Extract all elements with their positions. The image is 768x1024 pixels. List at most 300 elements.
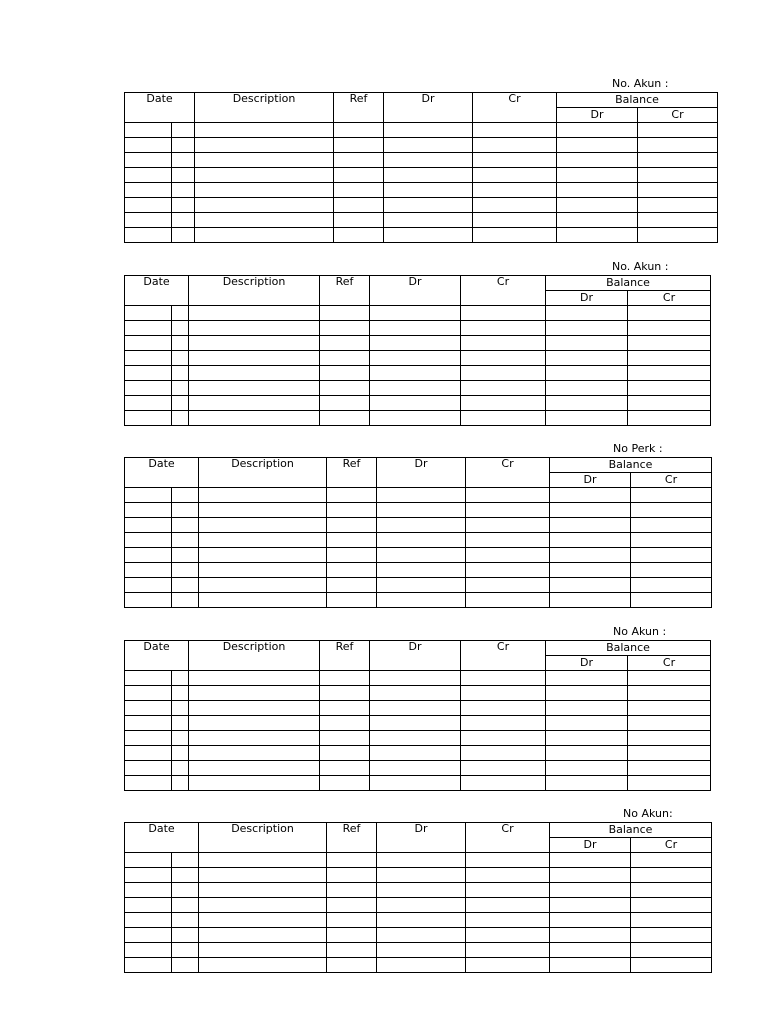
ref-cell[interactable] (320, 731, 370, 746)
dr-cell[interactable] (377, 593, 466, 608)
date-cell[interactable] (125, 321, 172, 336)
balance-cr-cell[interactable] (631, 853, 712, 868)
date-cell[interactable] (125, 776, 172, 791)
day-cell[interactable] (172, 153, 195, 168)
balance-cr-cell[interactable] (631, 503, 712, 518)
ref-cell[interactable] (320, 396, 370, 411)
balance-cr-cell[interactable] (638, 213, 718, 228)
dr-cell[interactable] (384, 183, 473, 198)
description-cell[interactable] (189, 396, 320, 411)
description-cell[interactable] (189, 746, 320, 761)
ref-cell[interactable] (334, 153, 384, 168)
dr-cell[interactable] (377, 578, 466, 593)
balance-dr-cell[interactable] (546, 396, 628, 411)
cr-cell[interactable] (461, 321, 546, 336)
date-cell[interactable] (125, 123, 172, 138)
date-cell[interactable] (125, 213, 172, 228)
ref-cell[interactable] (327, 913, 377, 928)
date-cell[interactable] (125, 366, 172, 381)
dr-cell[interactable] (370, 411, 461, 426)
date-cell[interactable] (125, 563, 172, 578)
day-cell[interactable] (172, 746, 189, 761)
cr-cell[interactable] (461, 731, 546, 746)
date-cell[interactable] (125, 701, 172, 716)
balance-cr-cell[interactable] (628, 411, 711, 426)
balance-cr-cell[interactable] (631, 578, 712, 593)
ref-cell[interactable] (334, 213, 384, 228)
balance-dr-cell[interactable] (557, 153, 638, 168)
description-cell[interactable] (195, 168, 334, 183)
date-cell[interactable] (125, 883, 172, 898)
date-cell[interactable] (125, 671, 172, 686)
day-cell[interactable] (172, 228, 195, 243)
day-cell[interactable] (172, 321, 189, 336)
ref-cell[interactable] (320, 686, 370, 701)
balance-cr-cell[interactable] (628, 381, 711, 396)
description-cell[interactable] (189, 701, 320, 716)
balance-dr-cell[interactable] (546, 671, 628, 686)
ref-cell[interactable] (327, 898, 377, 913)
day-cell[interactable] (172, 533, 199, 548)
ref-cell[interactable] (334, 198, 384, 213)
balance-cr-cell[interactable] (631, 928, 712, 943)
dr-cell[interactable] (370, 381, 461, 396)
ref-cell[interactable] (327, 958, 377, 973)
cr-cell[interactable] (461, 366, 546, 381)
balance-cr-cell[interactable] (631, 488, 712, 503)
cr-cell[interactable] (461, 716, 546, 731)
cr-cell[interactable] (466, 533, 550, 548)
date-cell[interactable] (125, 913, 172, 928)
date-cell[interactable] (125, 731, 172, 746)
ref-cell[interactable] (334, 123, 384, 138)
date-cell[interactable] (125, 868, 172, 883)
balance-cr-cell[interactable] (631, 868, 712, 883)
cr-cell[interactable] (466, 548, 550, 563)
ref-cell[interactable] (327, 548, 377, 563)
description-cell[interactable] (199, 958, 327, 973)
description-cell[interactable] (189, 366, 320, 381)
dr-cell[interactable] (377, 503, 466, 518)
date-cell[interactable] (125, 898, 172, 913)
balance-dr-cell[interactable] (550, 883, 631, 898)
balance-dr-cell[interactable] (550, 503, 631, 518)
cr-cell[interactable] (461, 776, 546, 791)
dr-cell[interactable] (384, 228, 473, 243)
balance-dr-cell[interactable] (550, 548, 631, 563)
date-cell[interactable] (125, 928, 172, 943)
description-cell[interactable] (199, 928, 327, 943)
date-cell[interactable] (125, 853, 172, 868)
ref-cell[interactable] (327, 593, 377, 608)
cr-cell[interactable] (466, 958, 550, 973)
dr-cell[interactable] (384, 138, 473, 153)
balance-dr-cell[interactable] (546, 351, 628, 366)
balance-cr-cell[interactable] (631, 518, 712, 533)
balance-dr-cell[interactable] (546, 761, 628, 776)
ref-cell[interactable] (327, 928, 377, 943)
dr-cell[interactable] (370, 366, 461, 381)
date-cell[interactable] (125, 958, 172, 973)
balance-cr-cell[interactable] (638, 138, 718, 153)
date-cell[interactable] (125, 578, 172, 593)
balance-dr-cell[interactable] (557, 183, 638, 198)
day-cell[interactable] (172, 198, 195, 213)
balance-dr-cell[interactable] (550, 518, 631, 533)
description-cell[interactable] (189, 336, 320, 351)
dr-cell[interactable] (370, 761, 461, 776)
cr-cell[interactable] (466, 518, 550, 533)
balance-cr-cell[interactable] (638, 123, 718, 138)
cr-cell[interactable] (466, 503, 550, 518)
cr-cell[interactable] (466, 578, 550, 593)
description-cell[interactable] (199, 503, 327, 518)
balance-dr-cell[interactable] (546, 686, 628, 701)
balance-cr-cell[interactable] (638, 183, 718, 198)
balance-dr-cell[interactable] (557, 198, 638, 213)
balance-cr-cell[interactable] (628, 321, 711, 336)
dr-cell[interactable] (370, 746, 461, 761)
day-cell[interactable] (172, 351, 189, 366)
balance-dr-cell[interactable] (550, 578, 631, 593)
description-cell[interactable] (195, 138, 334, 153)
dr-cell[interactable] (370, 731, 461, 746)
date-cell[interactable] (125, 488, 172, 503)
ref-cell[interactable] (320, 411, 370, 426)
cr-cell[interactable] (466, 943, 550, 958)
balance-cr-cell[interactable] (631, 913, 712, 928)
description-cell[interactable] (195, 198, 334, 213)
balance-cr-cell[interactable] (638, 228, 718, 243)
balance-cr-cell[interactable] (628, 336, 711, 351)
day-cell[interactable] (172, 168, 195, 183)
cr-cell[interactable] (466, 928, 550, 943)
dr-cell[interactable] (377, 928, 466, 943)
ref-cell[interactable] (327, 868, 377, 883)
ref-cell[interactable] (327, 883, 377, 898)
balance-dr-cell[interactable] (550, 928, 631, 943)
balance-cr-cell[interactable] (631, 593, 712, 608)
balance-cr-cell[interactable] (638, 153, 718, 168)
balance-cr-cell[interactable] (628, 351, 711, 366)
day-cell[interactable] (172, 396, 189, 411)
dr-cell[interactable] (370, 776, 461, 791)
description-cell[interactable] (189, 381, 320, 396)
dr-cell[interactable] (370, 686, 461, 701)
ref-cell[interactable] (327, 578, 377, 593)
description-cell[interactable] (199, 593, 327, 608)
dr-cell[interactable] (377, 958, 466, 973)
day-cell[interactable] (172, 213, 195, 228)
day-cell[interactable] (172, 761, 189, 776)
day-cell[interactable] (172, 701, 189, 716)
balance-dr-cell[interactable] (550, 563, 631, 578)
balance-dr-cell[interactable] (550, 958, 631, 973)
dr-cell[interactable] (384, 123, 473, 138)
day-cell[interactable] (172, 883, 199, 898)
date-cell[interactable] (125, 336, 172, 351)
day-cell[interactable] (172, 123, 195, 138)
date-cell[interactable] (125, 943, 172, 958)
day-cell[interactable] (172, 381, 189, 396)
description-cell[interactable] (199, 488, 327, 503)
cr-cell[interactable] (461, 746, 546, 761)
date-cell[interactable] (125, 228, 172, 243)
balance-cr-cell[interactable] (628, 686, 711, 701)
balance-dr-cell[interactable] (546, 336, 628, 351)
date-cell[interactable] (125, 533, 172, 548)
ref-cell[interactable] (320, 351, 370, 366)
cr-cell[interactable] (461, 396, 546, 411)
balance-cr-cell[interactable] (628, 396, 711, 411)
date-cell[interactable] (125, 351, 172, 366)
balance-dr-cell[interactable] (546, 306, 628, 321)
ref-cell[interactable] (334, 168, 384, 183)
balance-dr-cell[interactable] (546, 411, 628, 426)
balance-cr-cell[interactable] (631, 533, 712, 548)
balance-dr-cell[interactable] (550, 913, 631, 928)
description-cell[interactable] (189, 321, 320, 336)
cr-cell[interactable] (461, 761, 546, 776)
balance-cr-cell[interactable] (631, 548, 712, 563)
dr-cell[interactable] (377, 898, 466, 913)
dr-cell[interactable] (370, 351, 461, 366)
date-cell[interactable] (125, 138, 172, 153)
day-cell[interactable] (172, 518, 199, 533)
day-cell[interactable] (172, 868, 199, 883)
balance-dr-cell[interactable] (546, 701, 628, 716)
day-cell[interactable] (172, 853, 199, 868)
date-cell[interactable] (125, 168, 172, 183)
cr-cell[interactable] (461, 686, 546, 701)
day-cell[interactable] (172, 563, 199, 578)
balance-cr-cell[interactable] (638, 168, 718, 183)
description-cell[interactable] (189, 671, 320, 686)
cr-cell[interactable] (466, 883, 550, 898)
balance-cr-cell[interactable] (628, 716, 711, 731)
balance-cr-cell[interactable] (631, 943, 712, 958)
dr-cell[interactable] (370, 396, 461, 411)
ref-cell[interactable] (320, 381, 370, 396)
description-cell[interactable] (195, 183, 334, 198)
balance-cr-cell[interactable] (628, 746, 711, 761)
dr-cell[interactable] (384, 198, 473, 213)
day-cell[interactable] (172, 336, 189, 351)
date-cell[interactable] (125, 153, 172, 168)
ref-cell[interactable] (320, 746, 370, 761)
description-cell[interactable] (199, 913, 327, 928)
ref-cell[interactable] (320, 761, 370, 776)
balance-cr-cell[interactable] (628, 366, 711, 381)
day-cell[interactable] (172, 411, 189, 426)
balance-dr-cell[interactable] (550, 533, 631, 548)
ref-cell[interactable] (327, 563, 377, 578)
dr-cell[interactable] (370, 671, 461, 686)
balance-cr-cell[interactable] (638, 198, 718, 213)
dr-cell[interactable] (377, 563, 466, 578)
description-cell[interactable] (199, 883, 327, 898)
description-cell[interactable] (199, 548, 327, 563)
day-cell[interactable] (172, 138, 195, 153)
cr-cell[interactable] (466, 593, 550, 608)
dr-cell[interactable] (377, 913, 466, 928)
ref-cell[interactable] (334, 138, 384, 153)
dr-cell[interactable] (377, 853, 466, 868)
ref-cell[interactable] (327, 853, 377, 868)
balance-dr-cell[interactable] (546, 776, 628, 791)
date-cell[interactable] (125, 716, 172, 731)
ref-cell[interactable] (334, 228, 384, 243)
date-cell[interactable] (125, 593, 172, 608)
balance-dr-cell[interactable] (546, 381, 628, 396)
date-cell[interactable] (125, 761, 172, 776)
description-cell[interactable] (189, 731, 320, 746)
description-cell[interactable] (199, 898, 327, 913)
ref-cell[interactable] (320, 776, 370, 791)
date-cell[interactable] (125, 381, 172, 396)
cr-cell[interactable] (461, 671, 546, 686)
cr-cell[interactable] (473, 123, 557, 138)
ref-cell[interactable] (320, 366, 370, 381)
dr-cell[interactable] (377, 548, 466, 563)
date-cell[interactable] (125, 548, 172, 563)
day-cell[interactable] (172, 503, 199, 518)
dr-cell[interactable] (377, 868, 466, 883)
balance-cr-cell[interactable] (628, 761, 711, 776)
balance-cr-cell[interactable] (628, 701, 711, 716)
ref-cell[interactable] (320, 321, 370, 336)
cr-cell[interactable] (466, 488, 550, 503)
ref-cell[interactable] (327, 488, 377, 503)
description-cell[interactable] (189, 776, 320, 791)
cr-cell[interactable] (473, 138, 557, 153)
cr-cell[interactable] (473, 153, 557, 168)
balance-cr-cell[interactable] (628, 671, 711, 686)
description-cell[interactable] (189, 716, 320, 731)
cr-cell[interactable] (466, 563, 550, 578)
balance-cr-cell[interactable] (628, 731, 711, 746)
cr-cell[interactable] (461, 701, 546, 716)
balance-dr-cell[interactable] (557, 213, 638, 228)
ref-cell[interactable] (327, 503, 377, 518)
day-cell[interactable] (172, 776, 189, 791)
date-cell[interactable] (125, 746, 172, 761)
date-cell[interactable] (125, 396, 172, 411)
ref-cell[interactable] (320, 716, 370, 731)
day-cell[interactable] (172, 716, 189, 731)
balance-dr-cell[interactable] (550, 488, 631, 503)
description-cell[interactable] (189, 306, 320, 321)
description-cell[interactable] (199, 868, 327, 883)
ref-cell[interactable] (327, 943, 377, 958)
description-cell[interactable] (199, 563, 327, 578)
day-cell[interactable] (172, 306, 189, 321)
balance-dr-cell[interactable] (550, 898, 631, 913)
cr-cell[interactable] (466, 868, 550, 883)
ref-cell[interactable] (320, 671, 370, 686)
cr-cell[interactable] (473, 228, 557, 243)
date-cell[interactable] (125, 306, 172, 321)
description-cell[interactable] (189, 761, 320, 776)
description-cell[interactable] (199, 943, 327, 958)
balance-dr-cell[interactable] (546, 716, 628, 731)
date-cell[interactable] (125, 503, 172, 518)
cr-cell[interactable] (461, 351, 546, 366)
day-cell[interactable] (172, 943, 199, 958)
description-cell[interactable] (195, 153, 334, 168)
cr-cell[interactable] (473, 198, 557, 213)
description-cell[interactable] (195, 228, 334, 243)
day-cell[interactable] (172, 913, 199, 928)
balance-dr-cell[interactable] (550, 853, 631, 868)
description-cell[interactable] (189, 686, 320, 701)
cr-cell[interactable] (473, 183, 557, 198)
balance-dr-cell[interactable] (557, 138, 638, 153)
dr-cell[interactable] (370, 716, 461, 731)
cr-cell[interactable] (466, 853, 550, 868)
balance-dr-cell[interactable] (557, 168, 638, 183)
dr-cell[interactable] (377, 518, 466, 533)
day-cell[interactable] (172, 731, 189, 746)
cr-cell[interactable] (461, 411, 546, 426)
balance-cr-cell[interactable] (631, 563, 712, 578)
balance-dr-cell[interactable] (546, 366, 628, 381)
ref-cell[interactable] (327, 518, 377, 533)
cr-cell[interactable] (466, 913, 550, 928)
balance-cr-cell[interactable] (628, 306, 711, 321)
cr-cell[interactable] (461, 336, 546, 351)
ref-cell[interactable] (327, 533, 377, 548)
balance-dr-cell[interactable] (557, 123, 638, 138)
date-cell[interactable] (125, 198, 172, 213)
day-cell[interactable] (172, 686, 189, 701)
day-cell[interactable] (172, 488, 199, 503)
day-cell[interactable] (172, 548, 199, 563)
dr-cell[interactable] (370, 701, 461, 716)
description-cell[interactable] (199, 578, 327, 593)
cr-cell[interactable] (461, 306, 546, 321)
ref-cell[interactable] (334, 183, 384, 198)
ref-cell[interactable] (320, 306, 370, 321)
description-cell[interactable] (195, 213, 334, 228)
balance-dr-cell[interactable] (550, 943, 631, 958)
balance-dr-cell[interactable] (550, 593, 631, 608)
date-cell[interactable] (125, 686, 172, 701)
date-cell[interactable] (125, 518, 172, 533)
date-cell[interactable] (125, 183, 172, 198)
day-cell[interactable] (172, 671, 189, 686)
day-cell[interactable] (172, 928, 199, 943)
balance-cr-cell[interactable] (631, 898, 712, 913)
cr-cell[interactable] (466, 898, 550, 913)
balance-dr-cell[interactable] (557, 228, 638, 243)
description-cell[interactable] (189, 351, 320, 366)
day-cell[interactable] (172, 578, 199, 593)
day-cell[interactable] (172, 366, 189, 381)
description-cell[interactable] (199, 518, 327, 533)
ref-cell[interactable] (320, 701, 370, 716)
balance-dr-cell[interactable] (546, 321, 628, 336)
cr-cell[interactable] (461, 381, 546, 396)
date-cell[interactable] (125, 411, 172, 426)
dr-cell[interactable] (377, 533, 466, 548)
dr-cell[interactable] (377, 943, 466, 958)
dr-cell[interactable] (377, 488, 466, 503)
balance-dr-cell[interactable] (546, 731, 628, 746)
day-cell[interactable] (172, 958, 199, 973)
day-cell[interactable] (172, 898, 199, 913)
dr-cell[interactable] (370, 321, 461, 336)
